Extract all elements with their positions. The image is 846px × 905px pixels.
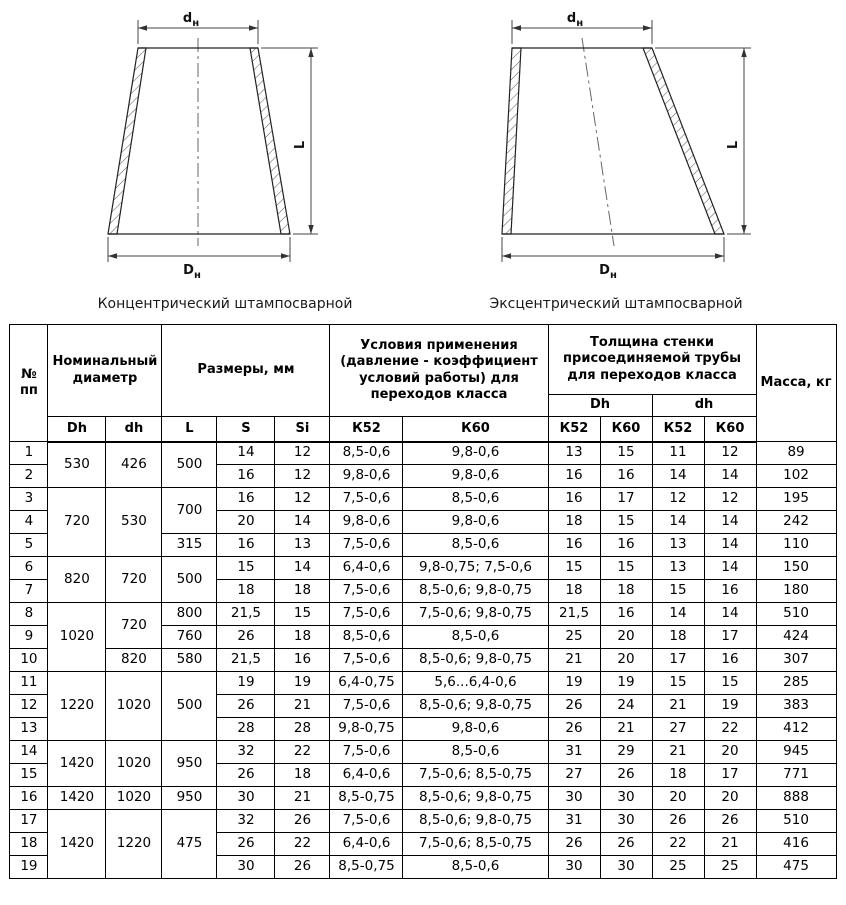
table-cell: 15 [600,557,652,580]
table-cell: 475 [162,810,217,879]
table-cell: 89 [756,442,836,465]
table-cell: 7,5-0,6 [330,488,403,511]
table-cell: 24 [600,695,652,718]
table-cell: 102 [756,465,836,488]
table-cell: 1 [10,442,48,465]
table-cell: 9,8-0,6 [403,465,548,488]
table-cell: 30 [548,856,600,879]
table-cell: 800 [162,603,217,626]
table-row [10,488,836,511]
table-cell: 14 [275,511,330,534]
table-cell: 7,5-0,6; 8,5-0,75 [403,833,548,856]
table-cell: 15 [10,764,48,787]
table-cell: 19 [600,672,652,695]
cone-left-wall [502,48,521,234]
table-cell: 180 [756,580,836,603]
table-cell: 16 [10,787,48,810]
table-cell: 19 [217,672,275,695]
table-cell: 8,5-0,6 [330,442,403,465]
table-cell: 18 [10,833,48,856]
table-cell: 10 [10,649,48,672]
table-cell: 17 [652,649,704,672]
col-header-Dh: Dh [48,417,106,442]
table-cell: 720 [106,603,162,649]
table-cell: 26 [652,810,704,833]
table-cell: 14 [704,511,756,534]
table-cell: 30 [600,787,652,810]
concentric-caption: Концентрический штампосварной [97,296,353,312]
table-cell: 6,4-0,6 [330,833,403,856]
table-cell: 16 [600,534,652,557]
col-header-thick-dh-k60: К60 [704,417,756,442]
table-cell: 8,5-0,6 [403,856,548,879]
table-cell: 14 [704,534,756,557]
table-cell: 26 [275,856,330,879]
table-cell: 19 [275,672,330,695]
table-cell: 18 [275,626,330,649]
table-cell: 6,4-0,75 [330,672,403,695]
table-cell: 8,5-0,6 [403,488,548,511]
table-cell: 7,5-0,6; 9,8-0,75 [403,603,548,626]
table-cell: 7,5-0,6 [330,649,403,672]
dim-bottom-label: $D_н$ [183,263,201,281]
table-cell: 1020 [48,603,106,672]
table-cell: 9,8-0,6 [403,511,548,534]
table-cell: 8,5-0,6; 9,8-0,75 [403,695,548,718]
table-cell: 530 [106,488,162,557]
table-cell: 22 [275,741,330,764]
table-cell: 8,5-0,6 [330,626,403,649]
table-cell: 6,4-0,6 [330,557,403,580]
table-cell: 8,5-0,6; 9,8-0,75 [403,649,548,672]
col-header-nominal: Номинальный диаметр [48,325,162,417]
table-cell: 383 [756,695,836,718]
table-cell: 30 [217,787,275,810]
table-cell: 19 [704,695,756,718]
table-cell: 771 [756,764,836,787]
diagrams-section [0,4,846,312]
eccentric-caption: Эксцентрический штампосварной [489,296,743,312]
table-cell: 28 [217,718,275,741]
col-header-Si: Si [275,417,330,442]
table-cell: 30 [548,787,600,810]
table-cell: 14 [652,511,704,534]
table-cell: 30 [600,856,652,879]
table-cell: 20 [600,626,652,649]
col-header-thickness-dh: dh [652,395,756,417]
table-cell: 820 [48,557,106,603]
table-cell: 15 [652,672,704,695]
table-cell: 820 [106,649,162,672]
table-cell: 9,8-0,75; 7,5-0,6 [403,557,548,580]
table-cell: 315 [162,534,217,557]
table-cell: 18 [548,511,600,534]
table-cell: 424 [756,626,836,649]
table-cell: 20 [704,741,756,764]
table-cell: 15 [704,672,756,695]
table-cell: 700 [162,488,217,534]
table-cell: 14 [704,557,756,580]
table-cell: 14 [652,465,704,488]
table-cell: 242 [756,511,836,534]
table-cell: 12 [275,465,330,488]
table-row [10,672,836,695]
table-cell: 16 [704,580,756,603]
col-header-L: L [162,417,217,442]
table-cell: 9,8-0,75 [330,718,403,741]
col-header-thick-Dh-k52: К52 [548,417,600,442]
table-cell: 9,8-0,6 [330,511,403,534]
table-cell: 285 [756,672,836,695]
table-cell: 18 [652,764,704,787]
table-cell: 22 [652,833,704,856]
table-cell: 16 [548,488,600,511]
table-cell: 8 [10,603,48,626]
concentric-diagram-block [60,6,390,312]
table-cell: 21 [600,718,652,741]
table-cell: 15 [600,442,652,465]
dim-top-label: $d_н$ [566,11,584,29]
col-header-thick-dh-k52: К52 [652,417,704,442]
table-cell: 945 [756,741,836,764]
table-cell: 18 [600,580,652,603]
table-cell: 17 [704,764,756,787]
table-cell: 5 [10,534,48,557]
table-cell: 1020 [106,672,162,741]
table-cell: 5,6...6,4-0,6 [403,672,548,695]
table-cell: 14 [217,442,275,465]
spec-table [9,324,836,879]
table-cell: 21,5 [548,603,600,626]
table-cell: 16 [548,534,600,557]
col-header-thickness: Толщина стенки присоединяемой трубы для переходов класса [548,325,756,395]
cone-right-wall [643,48,724,234]
table-cell: 21 [275,787,330,810]
table-cell: 32 [217,741,275,764]
col-header-thick-Dh-k60: К60 [600,417,652,442]
table-cell: 18 [275,764,330,787]
table-cell: 8,5-0,75 [330,856,403,879]
table-cell: 14 [704,465,756,488]
table-cell: 110 [756,534,836,557]
table-cell: 888 [756,787,836,810]
table-cell: 950 [162,741,217,787]
table-cell: 22 [704,718,756,741]
col-header-conditions: Условия применения (давление - коэффициент условий работы) для переходов класса [330,325,548,417]
table-row [10,649,836,672]
dim-length-label: L [726,140,741,150]
table-cell: 6,4-0,6 [330,764,403,787]
table-cell: 6 [10,557,48,580]
table-cell: 7,5-0,6 [330,534,403,557]
col-header-dh: dh [106,417,162,442]
table-cell: 31 [548,810,600,833]
table-cell: 1420 [48,787,106,810]
table-cell: 8,5-0,6; 9,8-0,75 [403,810,548,833]
table-cell: 8,5-0,6 [403,534,548,557]
table-cell: 510 [756,603,836,626]
table-cell: 510 [756,810,836,833]
table-cell: 307 [756,649,836,672]
table-cell: 12 [704,488,756,511]
table-row [10,557,836,580]
eccentric-diagram [446,6,786,292]
table-cell: 16 [217,488,275,511]
table-cell: 17 [10,810,48,833]
table-cell: 8,5-0,6 [403,741,548,764]
table-cell: 17 [600,488,652,511]
table-cell: 21 [652,741,704,764]
dim-bottom-label: $D_н$ [599,263,617,281]
table-cell: 26 [217,833,275,856]
col-header-num: № пп [10,325,48,442]
table-cell: 27 [548,764,600,787]
table-cell: 26 [548,695,600,718]
col-header-S: S [217,417,275,442]
table-cell: 2 [10,465,48,488]
table-cell: 13 [548,442,600,465]
table-cell: 21 [652,695,704,718]
table-cell: 7 [10,580,48,603]
table-cell: 1420 [48,741,106,787]
table-cell: 9,8-0,6 [330,465,403,488]
table-cell: 14 [704,603,756,626]
table-cell: 19 [10,856,48,879]
dim-top-label: $d_н$ [182,11,200,29]
table-cell: 12 [10,695,48,718]
table-cell: 9 [10,626,48,649]
table-cell: 8,5-0,75 [330,787,403,810]
table-cell: 500 [162,672,217,741]
table-cell: 14 [275,557,330,580]
table-cell: 21 [275,695,330,718]
table-cell: 1020 [106,787,162,810]
table-cell: 18 [275,580,330,603]
table-cell: 30 [600,810,652,833]
dim-length-label: L [293,140,308,150]
table-cell: 20 [704,787,756,810]
table-row [10,810,836,833]
table-cell: 416 [756,833,836,856]
col-header-sizes: Размеры, мм [162,325,330,417]
table-cell: 20 [652,787,704,810]
table-cell: 22 [275,833,330,856]
table-cell: 7,5-0,6; 8,5-0,75 [403,764,548,787]
table-cell: 16 [600,603,652,626]
table-header [10,325,836,442]
table-cell: 20 [600,649,652,672]
table-cell: 15 [217,557,275,580]
table-row [10,603,836,626]
table-cell: 16 [217,465,275,488]
table-cell: 3 [10,488,48,511]
concentric-diagram [60,6,390,292]
table-cell: 500 [162,442,217,488]
table-cell: 25 [704,856,756,879]
table-cell: 530 [48,442,106,488]
table-row [10,442,836,465]
table-cell: 1420 [48,810,106,879]
table-cell: 7,5-0,6 [330,580,403,603]
table-cell: 1220 [48,672,106,741]
table-cell: 7,5-0,6 [330,695,403,718]
table-cell: 7,5-0,6 [330,741,403,764]
table-cell: 8,5-0,6; 9,8-0,75 [403,580,548,603]
table-cell: 11 [10,672,48,695]
table-cell: 21,5 [217,649,275,672]
table-cell: 26 [275,810,330,833]
table-cell: 4 [10,511,48,534]
table-cell: 195 [756,488,836,511]
table-cell: 15 [548,557,600,580]
table-row [10,741,836,764]
table-cell: 150 [756,557,836,580]
table-cell: 15 [652,580,704,603]
table-cell: 12 [275,488,330,511]
table-cell: 14 [652,603,704,626]
table-cell: 15 [600,511,652,534]
table-cell: 26 [217,626,275,649]
table-cell: 12 [704,442,756,465]
table-cell: 17 [704,626,756,649]
table-cell: 26 [600,833,652,856]
table-cell: 26 [600,764,652,787]
table-cell: 18 [217,580,275,603]
col-header-cond-k52: К52 [330,417,403,442]
table-cell: 7,5-0,6 [330,603,403,626]
table-cell: 28 [275,718,330,741]
col-header-cond-k60: К60 [403,417,548,442]
table-cell: 32 [217,810,275,833]
table-cell: 950 [162,787,217,810]
table-cell: 31 [548,741,600,764]
table-cell: 21 [548,649,600,672]
table-cell: 720 [106,557,162,603]
table-cell: 412 [756,718,836,741]
table-cell: 13 [275,534,330,557]
table-cell: 19 [548,672,600,695]
cone-right-wall [250,48,290,234]
cone-left-wall [108,48,146,234]
table-cell: 720 [48,488,106,557]
table-cell: 15 [275,603,330,626]
table-cell: 27 [652,718,704,741]
centerline [582,38,614,246]
table-cell: 25 [548,626,600,649]
table-cell: 18 [548,580,600,603]
table-cell: 16 [704,649,756,672]
table-cell: 13 [652,534,704,557]
table-cell: 26 [548,718,600,741]
table-cell: 760 [162,626,217,649]
table-cell: 580 [162,649,217,672]
table-cell: 426 [106,442,162,488]
table-cell: 25 [652,856,704,879]
table-cell: 21 [704,833,756,856]
table-cell: 26 [704,810,756,833]
table-cell: 1220 [106,810,162,879]
table-cell: 13 [652,557,704,580]
table-cell: 26 [217,764,275,787]
table-cell: 11 [652,442,704,465]
table-cell: 26 [217,695,275,718]
table-cell: 500 [162,557,217,603]
table-body [10,442,836,879]
table-cell: 8,5-0,6; 9,8-0,75 [403,787,548,810]
table-cell: 18 [652,626,704,649]
table-cell: 12 [652,488,704,511]
table-cell: 12 [275,442,330,465]
table-cell: 26 [548,833,600,856]
table-cell: 29 [600,741,652,764]
table-row [10,787,836,810]
col-header-mass: Масса, кг [756,325,836,442]
table-cell: 475 [756,856,836,879]
table-cell: 9,8-0,6 [403,442,548,465]
table-cell: 16 [275,649,330,672]
eccentric-diagram-block [446,6,786,312]
table-cell: 16 [548,465,600,488]
table-cell: 7,5-0,6 [330,810,403,833]
table-cell: 1020 [106,741,162,787]
table-cell: 13 [10,718,48,741]
table-cell: 8,5-0,6 [403,626,548,649]
table-cell: 30 [217,856,275,879]
table-cell: 20 [217,511,275,534]
table-cell: 14 [10,741,48,764]
table-cell: 9,8-0,6 [403,718,548,741]
table-cell: 16 [600,465,652,488]
col-header-thickness-Dh: Dh [548,395,652,417]
table-cell: 21,5 [217,603,275,626]
table-cell: 16 [217,534,275,557]
